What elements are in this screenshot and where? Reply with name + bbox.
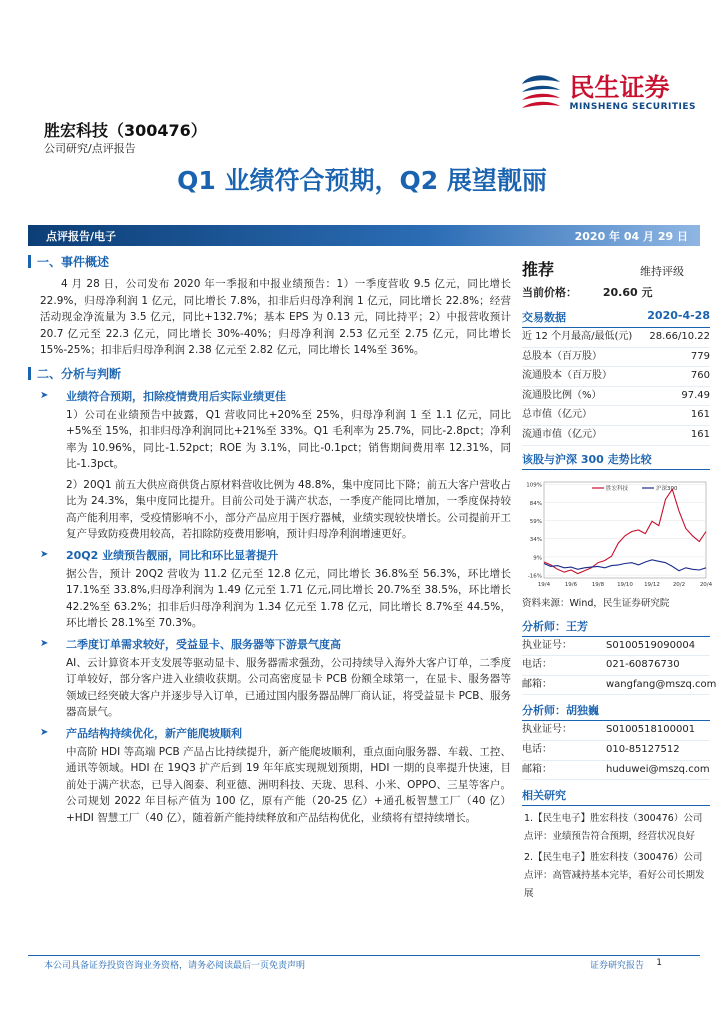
section-title: 一、事件概述 (37, 255, 110, 269)
x-tick-label: 20/2 (672, 581, 686, 588)
rating-row (522, 253, 710, 282)
point-paragraph: 1）公司在业绩预告中披露，Q1 营收同比+20%至 25%，归母净利润 1 至 1.1 亿元，同比+5%至 15%，扣非归母净利润同比+21%至 33%。Q1 毛利率为 25.7%，同比-2.8pct；净利率为 10.96%，同比-1.52pct；ROE 为 3.1%，同比-0.1pct；销售期间费用率 12.31%，同比-1.3pct。 (66, 408, 511, 470)
trade-data-date: 2020-4-28 (647, 309, 710, 322)
row-value: 161 (690, 428, 710, 440)
analyst-row (522, 721, 710, 741)
arrow-bullet-icon: ➤ (40, 637, 49, 649)
table-row (522, 328, 710, 348)
analyst-header (522, 699, 710, 721)
chart-svg (522, 474, 713, 592)
related-title: 相关研究 (522, 789, 566, 803)
x-tick-label: 20/4 (699, 581, 713, 588)
page-title: Q1 业绩符合预期，Q2 展望靓丽 (177, 166, 547, 195)
section-marker (28, 367, 31, 380)
row-label: 流通市值（亿元） (522, 428, 602, 440)
analyst-title: 分析师：胡独巍 (522, 704, 599, 718)
report-date: 2020 年 04 月 29 日 (574, 230, 688, 243)
row-label: 电话： (522, 659, 552, 671)
event-summary: 4 月 28 日，公司发布 2020 年一季报和中报业绩预告：1）一季度营收 9.5 亿元，同比增长 22.9%，归母净利润 1 亿元，同比增长 7.8%，扣非后归母净利润 1 亿元，同比增长 22.8%；经营活动现金净流量为 3.5 亿元，同比+132.7%；基本 EPS 为 0.13 元，同比持平；2）中报营收预计 20.7 亿元至 22.3 亿元，同比增长 30%-40%；归母净利润 2.53 亿元至 2.75 亿元，同比增长 15%-25%；扣非后归母净利润 2.38 亿元至 2.82 亿元，同比增长 14%至 36%。 (40, 278, 511, 356)
point-title: 产品结构持续优化，新产能爬坡顺利 (66, 726, 242, 740)
row-value: S0100518100001 (606, 724, 696, 736)
series-line-1 (544, 559, 706, 570)
x-tick-label: 19/12 (644, 581, 660, 588)
y-tick-label: 109% (526, 482, 542, 489)
row-label: 总市值（亿元） (522, 409, 592, 421)
point-title: 20Q2 业绩预告靓丽，同比和环比显著提升 (66, 548, 279, 562)
analyst-row (522, 741, 710, 761)
x-tick-label: 19/10 (617, 581, 633, 588)
company-name: 胜宏科技（300476） (44, 121, 207, 140)
point-heading (40, 636, 511, 652)
series-line-0 (544, 489, 706, 573)
point-heading (40, 547, 511, 563)
analyst-header (522, 615, 710, 637)
chart-source: 资料来源：Wind，民生证券研究院 (522, 597, 670, 609)
main-content (28, 253, 511, 830)
minsheng-logo-icon (518, 70, 564, 116)
stock-chart (522, 474, 713, 592)
brand-logo (518, 70, 697, 116)
y-tick-label: -16% (527, 573, 542, 580)
row-label: 近 12 个月最高/最低(元) (522, 331, 633, 342)
row-label: 流通股本（百万股） (522, 370, 612, 382)
section-marker (28, 255, 31, 268)
row-value: 161 (690, 409, 710, 421)
row-value: S0100519090004 (606, 639, 696, 651)
page-number: 1 (656, 958, 662, 968)
arrow-bullet-icon: ➤ (40, 389, 49, 401)
point-paragraph: 中高阶 HDI 等高端 PCB 产品占比持续提升，新产能爬坡顺利，重点面向服务器、车载、工控、通讯等领域。HDI 在 19Q3 扩产后到 19 年年底实现规划预期，HDI 一期的良率提升快速，目前处于满产状态，已导入阁泰、利亚德、洲明科技、天珑、思科、小米、OPPO、三星等客户。公司规划 2022 年目标产值为 100 亿，原有产能（20-25 亿）+通孔板智慧工厂（40 亿）+HDI 智慧工厂（40 亿），随着新产能持续释放和产品结构优化，业绩将有望持续增长。 (66, 745, 511, 824)
trade-data-table (522, 328, 710, 446)
brand-name-cn: 民生证券 (569, 73, 670, 102)
table-row (522, 426, 710, 446)
row-value: 779 (690, 350, 710, 362)
x-tick-label: 19/6 (564, 581, 578, 588)
row-value: 760 (690, 370, 710, 382)
analyst-email-link[interactable]: wangfang@mszq.com (606, 678, 717, 690)
y-tick-label: 34% (529, 536, 542, 543)
rating: 推荐 (522, 260, 555, 279)
section-title: 二、分析与判断 (37, 366, 122, 381)
row-value: 021-60876730 (606, 659, 680, 671)
point-title: 业绩符合预期，扣除疫情费用后实际业绩更佳 (66, 389, 286, 403)
x-tick-label: 19/8 (591, 581, 605, 588)
brand-name-en: MINSHENG SECURITIES (569, 102, 696, 112)
row-label: 执业证号： (522, 639, 572, 651)
footer-label (590, 958, 644, 971)
y-tick-label: 9% (533, 554, 542, 561)
x-tick-label: 19/4 (537, 581, 551, 588)
row-label: 电话： (522, 743, 552, 755)
related-header (522, 784, 710, 806)
legend-label: 胜宏科技 (606, 485, 629, 492)
rating-note: 维持评级 (640, 265, 684, 278)
point-paragraph: 2）20Q1 前五大供应商供货占原材料营收比例为 48.8%，集中度同比下降；前五大客户营收占比为 24.3%，集中度同比提升。目前公司处于满产状态，一季度产能同比增加，一季度保持较高产能利用率，受疫情影响不小，部分产品应用于医疗器械，业绩实现较快增长。公司提前开工复产导致防疫费用较高，若扣除防疫费用影响，预计归母净利润增速更好。 (66, 478, 511, 540)
point-paragraph: 据公告，预计 20Q2 营收为 11.2 亿元至 12.8 亿元，同比增长 36.8%至 56.3%，环比增长 17.1%至 33.8%,归母净利润为 1.49 亿元至 1.71 亿元,同比增长 20.7%至 38.5%，环比增长 42.2%至 63.2%；扣非后归母净利润为 1.34 亿元至 1.78 亿元，同比增长 8.7%至 44.5%，环比增长 28.1%至 70.3%。 (66, 567, 511, 629)
point-heading (40, 725, 511, 741)
analyst-row (522, 656, 710, 676)
table-row (522, 387, 710, 407)
analyst-row (522, 676, 717, 696)
row-value: 010-85127512 (606, 743, 680, 755)
related-link[interactable]: 1.【民生电子】胜宏科技（300476）公司点评：业绩预告符合预期，经营状况良好 (524, 813, 703, 842)
table-row (522, 406, 710, 426)
row-value: 28.66/10.22 (649, 331, 710, 342)
report-category: 点评报告/电子 (46, 230, 117, 243)
trade-data-header (522, 306, 710, 328)
price-row (522, 282, 710, 306)
row-label: 执业证号： (522, 724, 572, 736)
y-tick-label: 84% (529, 500, 542, 507)
analyst-row (522, 637, 710, 657)
footer-disclaimer: 本公司具备证券投资咨询业务资格，请务必阅读最后一页免责声明 (44, 961, 306, 971)
analyst-email-link[interactable]: huduwei@mszq.com (606, 763, 710, 775)
trade-data-title: 交易数据 (522, 311, 566, 324)
price-value: 20.60 元 (602, 286, 653, 299)
chart-header (522, 448, 710, 470)
category-band (28, 225, 700, 246)
row-value: 97.49 (681, 389, 710, 401)
chart-title: 该股与沪深 300 走势比较 (522, 452, 652, 466)
arrow-bullet-icon: ➤ (40, 726, 49, 738)
table-row (522, 367, 710, 387)
point-title: 二季度订单需求较好，受益显卡、服务器等下游景气度高 (66, 637, 341, 651)
report-type: 公司研究/点评报告 (44, 142, 136, 155)
table-row (522, 348, 710, 368)
analyst-row (522, 761, 710, 781)
row-label: 流通股比例（%） (522, 389, 602, 401)
footer-report-label: 证券研究报告 (589, 961, 644, 971)
section-heading-event (28, 253, 511, 270)
arrow-bullet-icon: ➤ (40, 548, 49, 560)
row-label: 邮箱： (522, 678, 552, 690)
footer-divider (28, 955, 700, 956)
legend-label: 沪深300 (656, 485, 678, 492)
section-heading-analysis (28, 365, 511, 382)
point-paragraph: AI、云计算资本开支发展等驱动显卡、服务器需求强劲，公司持续导入海外大客户订单，二季度订单较好，部分客户进入业绩收获期。公司高密度显卡 PCB 份额全球第一，在显卡、服务器等领域已经突破大客户并逐步导入订单，已通过国内服务器品牌厂商认证，将受益显卡 PCB、服务器高景气。 (66, 656, 511, 718)
y-tick-label: 59% (529, 518, 542, 525)
row-label: 邮箱： (522, 763, 552, 775)
point-heading (40, 388, 511, 404)
analyst-title: 分析师：王芳 (522, 619, 588, 633)
sidebar (522, 253, 717, 902)
row-label: 总股本（百万股） (522, 350, 602, 362)
price-label: 当前价格： (522, 286, 577, 299)
related-link[interactable]: 2.【民生电子】胜宏科技（300476）公司点评：高管减持基本完毕，看好公司长期发展 (524, 852, 705, 899)
